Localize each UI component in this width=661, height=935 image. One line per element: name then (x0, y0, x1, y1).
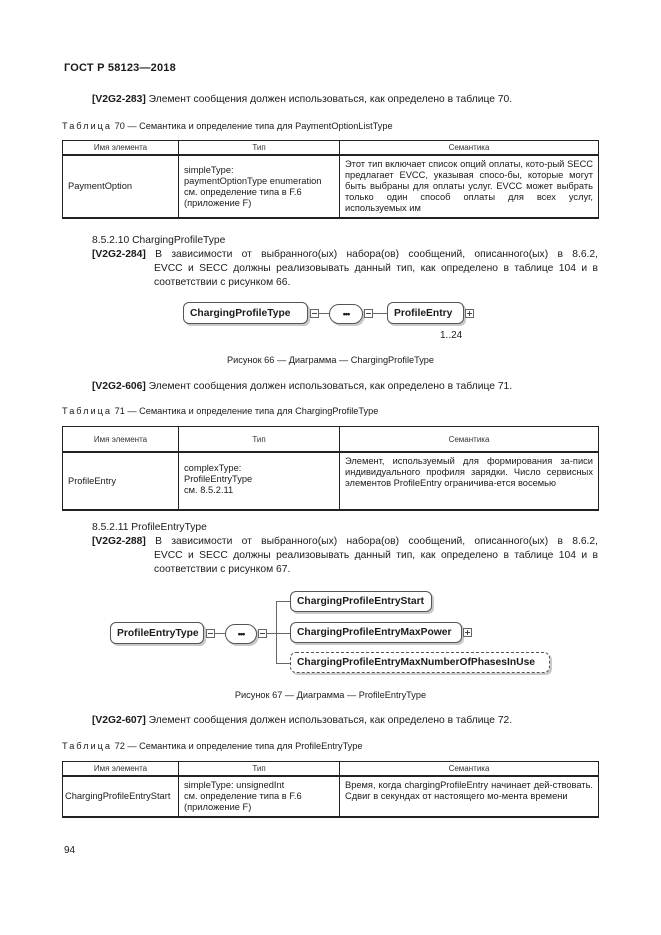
caption-word: Таблица (62, 406, 113, 416)
diagram-node-root: ProfileEntryType (110, 622, 204, 644)
requirement-tag: [V2G2-284] (92, 249, 146, 260)
type-line: см. определение типа в F.6 (184, 186, 302, 197)
caption-text: 70 — Семантика и определение типа для PaymentOptionListType (112, 121, 393, 131)
paragraph-v2g2-288 (92, 535, 598, 577)
figure-67-caption: Рисунок 67 — Диаграмма — ProfileEntryType (234, 690, 427, 700)
paragraph-text: EVCC и SECC должны реализовывать данный тип, как определено в таблице 104 и в (154, 263, 598, 274)
paragraph-text: Элемент сообщения должен использоваться, как определено в таблице 71. (145, 381, 513, 392)
paragraph-text: Элемент сообщения должен использоваться, как определено в таблице 70. (145, 94, 513, 105)
diagram-node-root: ChargingProfileType (183, 302, 308, 324)
requirement-tag: [V2G2-606] (92, 381, 146, 392)
type-line: ProfileEntryType (184, 474, 253, 484)
column-header-semantics: Семантика (340, 762, 599, 777)
requirement-tag: [V2G2-283] (92, 94, 146, 105)
page-number: 94 (64, 845, 76, 856)
expand-plus-icon (463, 628, 472, 637)
table-72 (62, 761, 599, 818)
connector-line (276, 663, 290, 664)
type-line: paymentOptionType enumeration (184, 175, 322, 186)
page-header: ГОСТ Р 58123—2018 (64, 62, 176, 74)
section-heading: 8.5.2.11 ProfileEntryType (92, 522, 207, 533)
table-72-caption (62, 741, 362, 751)
connector-line (373, 313, 387, 314)
paragraph-text: соответствии с рисунком 66. (154, 277, 291, 288)
type-line: (приложение F) (184, 802, 252, 812)
collapse-minus-icon (258, 629, 267, 638)
connector-line (215, 633, 225, 634)
table-70 (62, 140, 599, 219)
collapse-minus-icon (206, 629, 215, 638)
type-line: complexType: (184, 463, 242, 473)
section-heading: 8.5.2.10 ChargingProfileType (92, 235, 226, 246)
table-row (63, 155, 599, 218)
paragraph-v2g2-283 (92, 93, 512, 107)
paragraph-v2g2-607 (92, 714, 512, 728)
column-header-name: Имя элемента (63, 762, 179, 777)
connector-line (267, 633, 276, 634)
table-row (63, 452, 599, 510)
column-header-type: Тип (179, 427, 340, 453)
type-line: simpleType: (184, 164, 234, 175)
caption-word: Таблица (62, 121, 113, 131)
column-header-name: Имя элемента (63, 427, 179, 453)
cell-semantics: Этот тип включает список опций оплаты, кото-рый SECC предлагает EVCC, указывая спосо-бы, которые могут быть выбраны для оплаты услуг. EVCC может выбрать только один способ оплаты для всех услуг, используемых им (340, 155, 599, 218)
expand-plus-icon (465, 309, 474, 318)
caption-text: 72 — Семантика и определение типа для ProfileEntryType (112, 741, 363, 751)
connector-line (276, 633, 290, 634)
collapse-minus-icon (310, 309, 319, 318)
sequence-compositor-icon: ••• (329, 304, 363, 324)
diagram-node-child: ChargingProfileEntryStart (290, 591, 432, 612)
cell-type (179, 776, 340, 817)
connector-line (276, 601, 277, 663)
connector-line (319, 313, 329, 314)
table-row (63, 776, 599, 817)
paragraph-v2g2-284 (92, 248, 598, 290)
paragraph-text: В зависимости от выбранного(ых) набора(ов) сообщений, описанного(ых) в 8.6.2, (145, 536, 598, 547)
paragraph-text: соответствии с рисунком 67. (154, 564, 291, 575)
figure-66-caption: Рисунок 66 — Диаграмма — ChargingProfileType (226, 355, 435, 365)
requirement-tag: [V2G2-288] (92, 536, 146, 547)
table-71 (62, 426, 599, 511)
diagram-node-child: ProfileEntry (387, 302, 464, 324)
requirement-tag: [V2G2-607] (92, 715, 146, 726)
column-header-type: Тип (179, 762, 340, 777)
paragraph-text: В зависимости от выбранного(ых) набора(ов) сообщений, описанного(ых) в 8.6.2, (145, 249, 598, 260)
type-line: см. 8.5.2.11 (184, 485, 234, 495)
cell-semantics: Время, когда chargingProfileEntry начинает дей-ствовать. Сдвиг в секундах от настоящего мо-мента времени (340, 776, 599, 817)
connector-line (276, 601, 290, 602)
cell-name: ProfileEntry (63, 452, 179, 510)
type-line: simpleType: unsignedInt (184, 780, 285, 790)
multiplicity-label: 1..24 (440, 330, 463, 341)
type-line: (приложение F) (184, 197, 252, 208)
column-header-name: Имя элемента (63, 141, 179, 156)
diagram-node-optional-child: ChargingProfileEntryMaxNumberOfPhasesInUse (290, 652, 550, 673)
type-line: см. определение типа в F.6 (184, 791, 302, 801)
column-header-semantics: Семантика (340, 141, 599, 156)
column-header-type: Тип (179, 141, 340, 156)
caption-word: Таблица (62, 741, 113, 751)
paragraph-v2g2-606 (92, 380, 512, 394)
cell-type (179, 452, 340, 510)
paragraph-text: Элемент сообщения должен использоваться, как определено в таблице 72. (145, 715, 513, 726)
cell-name: ChargingProfileEntryStart (63, 776, 179, 817)
table-70-caption (62, 121, 393, 131)
cell-type (179, 155, 340, 218)
cell-name: PaymentOption (63, 155, 179, 218)
caption-text: 71 — Семантика и определение типа для ChargingProfileType (112, 406, 379, 416)
diagram-node-child: ChargingProfileEntryMaxPower (290, 622, 462, 643)
column-header-semantics: Семантика (340, 427, 599, 453)
table-71-caption (62, 406, 378, 416)
paragraph-text: EVCC и SECC должны реализовывать данный тип, как определено в таблице 104 и в (154, 550, 598, 561)
sequence-compositor-icon: ••• (225, 624, 257, 644)
collapse-minus-icon (364, 309, 373, 318)
cell-semantics: Элемент, используемый для формирования за-писи индивидуального профиля зарядки. Число сервисных элементов ProfileEntry ограничива-ется восемью (340, 452, 599, 510)
